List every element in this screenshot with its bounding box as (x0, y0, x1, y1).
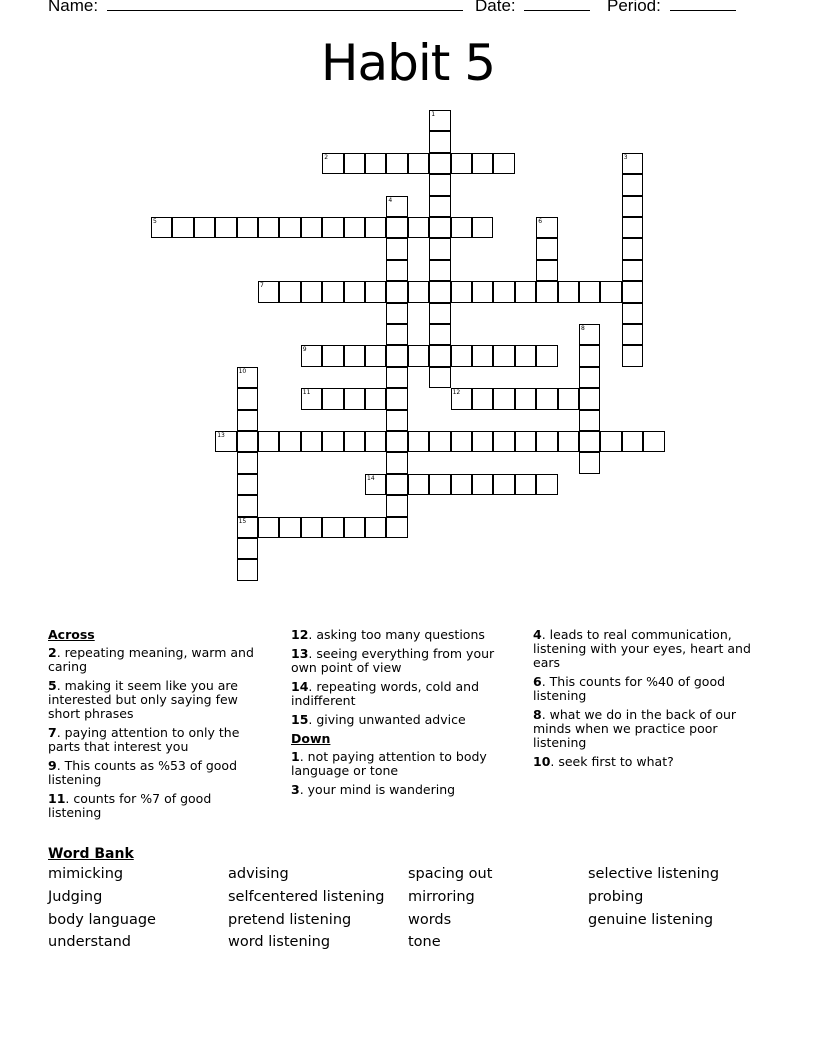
word-bank-item: selfcentered listening (228, 889, 385, 905)
word-bank-item: probing (588, 889, 644, 905)
clue-number-label: 4 (388, 196, 393, 204)
crossword-cell[interactable] (344, 431, 365, 452)
crossword-cell[interactable] (365, 388, 386, 409)
clue-number-label: 15 (238, 517, 247, 525)
crossword-cell[interactable] (493, 474, 514, 495)
crossword-cell[interactable] (622, 324, 643, 345)
crossword-cell[interactable] (408, 217, 429, 238)
crossword-cell[interactable] (515, 474, 536, 495)
crossword-cell[interactable] (258, 217, 279, 238)
crossword-cell[interactable] (386, 345, 407, 366)
down-heading: Down (291, 731, 331, 746)
word-bank-item: Judging (48, 889, 103, 905)
crossword-cell[interactable] (493, 153, 514, 174)
crossword-cell[interactable] (237, 431, 258, 452)
crossword-cell[interactable] (579, 410, 600, 431)
clue-across-9: 9. This counts as %53 of good listening (48, 758, 238, 787)
crossword-cell[interactable] (429, 431, 450, 452)
crossword-cell[interactable] (322, 281, 343, 302)
crossword-cell[interactable] (386, 452, 407, 473)
clue-across-15: 15. giving unwanted advice (291, 712, 466, 727)
clue-down-3: 3. your mind is wandering (291, 782, 456, 797)
crossword-cell[interactable] (386, 410, 407, 431)
word-bank-item: mirroring (408, 889, 475, 905)
crossword-cell[interactable] (515, 431, 536, 452)
clue-number-label: 9 (302, 346, 307, 354)
crossword-cell[interactable] (515, 345, 536, 366)
crossword-cell[interactable] (429, 474, 450, 495)
word-bank-item: selective listening (588, 866, 720, 882)
crossword-cell[interactable] (536, 281, 557, 302)
clue-across-2: 2. repeating meaning, warm and caring (48, 645, 254, 674)
crossword-cell[interactable] (344, 517, 365, 538)
crossword-cell[interactable] (429, 238, 450, 259)
clue-number-label: 5 (153, 218, 157, 225)
crossword-cell[interactable] (237, 388, 258, 409)
page-title: Habit 5 (320, 34, 496, 92)
crossword-cell[interactable] (279, 281, 300, 302)
across-heading: Across (48, 627, 95, 642)
crossword-cell[interactable] (408, 281, 429, 302)
crossword-cell[interactable] (386, 324, 407, 345)
crossword-cell[interactable] (558, 281, 579, 302)
crossword-cell[interactable] (322, 345, 343, 366)
crossword-cell[interactable] (622, 260, 643, 281)
clue-across-13: 13. seeing everything from your own point of view (291, 646, 495, 675)
crossword-cell[interactable] (386, 153, 407, 174)
clue-column-1 (48, 628, 263, 825)
clue-down-4: 4. leads to real communication, listening with your eyes, heart and ears (533, 627, 751, 670)
clue-down-6: 6. This counts for %40 of good listening (533, 674, 726, 703)
crossword-cell[interactable] (279, 431, 300, 452)
crossword-cell[interactable] (579, 367, 600, 388)
crossword-cell[interactable] (472, 474, 493, 495)
crossword-cell[interactable] (279, 217, 300, 238)
crossword-cell[interactable] (344, 281, 365, 302)
clue-number-label: 6 (538, 218, 543, 225)
crossword-cell[interactable] (622, 238, 643, 259)
word-bank-item: pretend listening (228, 912, 352, 928)
crossword-cell[interactable] (429, 345, 450, 366)
crossword-cell[interactable] (365, 281, 386, 302)
crossword-cell[interactable] (622, 281, 643, 302)
crossword-cell[interactable] (301, 431, 322, 452)
crossword-cell[interactable] (429, 260, 450, 281)
crossword-cell[interactable] (558, 431, 579, 452)
crossword-cell[interactable] (258, 431, 279, 452)
clue-across-14: 14. repeating words, cold and indifferent (291, 679, 480, 708)
crossword-cell[interactable] (386, 238, 407, 259)
word-bank-item: tone (408, 934, 441, 950)
clue-number-label: 1 (431, 111, 436, 118)
crossword-cell[interactable] (579, 452, 600, 473)
crossword-cell[interactable] (279, 517, 300, 538)
crossword-cell[interactable] (301, 217, 322, 238)
crossword-cell[interactable] (386, 260, 407, 281)
crossword-cell[interactable] (258, 517, 279, 538)
crossword-cell[interactable] (172, 217, 193, 238)
crossword-cell[interactable] (365, 345, 386, 366)
clue-number-label: 8 (581, 325, 585, 332)
period-label: Period: (607, 0, 661, 15)
crossword-cell[interactable] (472, 153, 493, 174)
crossword-cell[interactable] (536, 388, 557, 409)
crossword-cell[interactable] (579, 281, 600, 302)
crossword-cell[interactable] (472, 345, 493, 366)
clue-number-label: 2 (324, 153, 329, 161)
clue-across-7: 7. paying attention to only the parts that interest you (48, 725, 240, 754)
date-label: Date: (475, 0, 516, 15)
crossword-cell[interactable] (493, 388, 514, 409)
crossword-cell[interactable] (194, 217, 215, 238)
crossword-cell[interactable] (408, 345, 429, 366)
crossword-cell[interactable] (408, 153, 429, 174)
crossword-cell[interactable] (515, 388, 536, 409)
crossword-cell[interactable] (386, 303, 407, 324)
crossword-cell[interactable] (429, 174, 450, 195)
crossword-cell[interactable] (322, 388, 343, 409)
crossword-cell[interactable] (622, 174, 643, 195)
crossword-cell[interactable] (451, 345, 472, 366)
crossword-cell[interactable] (472, 281, 493, 302)
word-bank-item: body language (48, 912, 156, 928)
crossword-cell[interactable] (472, 431, 493, 452)
clue-number-label: 11 (302, 389, 311, 397)
crossword-cell[interactable] (515, 281, 536, 302)
crossword-cell[interactable] (451, 217, 472, 238)
crossword-cell[interactable] (622, 303, 643, 324)
clue-across-11: 11. counts for %7 of good listening (48, 791, 212, 820)
word-bank-item: advising (228, 866, 289, 882)
clue-number-label: 13 (217, 432, 225, 439)
crossword-cell[interactable] (451, 153, 472, 174)
crossword-cell[interactable] (472, 388, 493, 409)
clue-number-label: 3 (623, 153, 628, 161)
crossword-cell[interactable] (493, 345, 514, 366)
crossword-cell[interactable] (344, 388, 365, 409)
word-bank-item: mimicking (48, 866, 124, 882)
clue-across-5: 5. making it seem like you are interested but only saying few short phrases (48, 678, 238, 721)
crossword-cell[interactable] (429, 324, 450, 345)
crossword-cell[interactable] (386, 281, 407, 302)
crossword-cell[interactable] (622, 196, 643, 217)
crossword-cell[interactable] (365, 217, 386, 238)
crossword-cell[interactable] (386, 388, 407, 409)
clue-number-label: 14 (367, 474, 375, 482)
crossword-cell[interactable] (536, 474, 557, 495)
crossword-cell[interactable] (322, 217, 343, 238)
crossword-cell[interactable] (301, 281, 322, 302)
crossword-cell[interactable] (429, 217, 450, 238)
crossword-cell[interactable] (365, 153, 386, 174)
crossword-cell[interactable] (600, 431, 621, 452)
name-label: Name: (48, 0, 99, 15)
crossword-cell[interactable] (386, 495, 407, 516)
crossword-cell[interactable] (429, 281, 450, 302)
crossword-cell[interactable] (237, 410, 258, 431)
word-bank-item: words (408, 912, 452, 928)
word-bank-item: spacing out (408, 866, 493, 882)
crossword-cell[interactable] (237, 452, 258, 473)
word-bank-item: understand (48, 934, 131, 950)
crossword-cell[interactable] (579, 345, 600, 366)
clue-down-1: 1. not paying attention to body language or tone (291, 749, 487, 778)
crossword-cell[interactable] (600, 281, 621, 302)
crossword-cell[interactable] (622, 217, 643, 238)
crossword-cell[interactable] (344, 153, 365, 174)
crossword-cell[interactable] (429, 303, 450, 324)
word-bank-heading: Word Bank (48, 846, 134, 862)
crossword-cell[interactable] (301, 517, 322, 538)
crossword-cell[interactable] (472, 217, 493, 238)
crossword-cell[interactable] (237, 217, 258, 238)
crossword-cell[interactable] (451, 431, 472, 452)
crossword-cell[interactable] (536, 431, 557, 452)
word-bank-item: word listening (228, 934, 331, 950)
crossword-cell[interactable] (408, 431, 429, 452)
crossword-cell[interactable] (344, 345, 365, 366)
crossword-cell[interactable] (408, 474, 429, 495)
crossword-cell[interactable] (322, 431, 343, 452)
crossword-cell[interactable] (429, 196, 450, 217)
clue-across-12: 12. asking too many questions (291, 627, 485, 642)
clue-number-label: 12 (452, 389, 461, 397)
crossword-cell[interactable] (237, 559, 258, 580)
crossword-cell[interactable] (579, 431, 600, 452)
clue-number-label: 10 (238, 367, 247, 375)
crossword-cell[interactable] (215, 217, 236, 238)
clue-down-10: 10. seek first to what? (533, 754, 674, 769)
crossword-cell[interactable] (536, 238, 557, 259)
crossword-cell[interactable] (386, 517, 407, 538)
crossword-cell[interactable] (493, 281, 514, 302)
crossword-cell[interactable] (536, 260, 557, 281)
word-bank-item: genuine listening (588, 912, 714, 928)
crossword-cell[interactable] (493, 431, 514, 452)
crossword-cell[interactable] (365, 431, 386, 452)
crossword-cell[interactable] (429, 367, 450, 388)
crossword-cell[interactable] (344, 217, 365, 238)
crossword-cell[interactable] (386, 367, 407, 388)
crossword-cell[interactable] (622, 431, 643, 452)
crossword-cell[interactable] (429, 131, 450, 152)
crossword-cell[interactable] (558, 388, 579, 409)
crossword-cell[interactable] (451, 474, 472, 495)
crossword-cell[interactable] (322, 517, 343, 538)
crossword-cell[interactable] (643, 431, 664, 452)
crossword-cell[interactable] (536, 345, 557, 366)
crossword-cell[interactable] (622, 345, 643, 366)
clue-down-8: 8. what we do in the back of our minds when we practice poor listening (533, 707, 737, 750)
crossword-cell[interactable] (451, 281, 472, 302)
clue-column-3 (533, 628, 763, 774)
crossword-cell[interactable] (386, 431, 407, 452)
crossword-cell[interactable] (429, 153, 450, 174)
crossword-cell[interactable] (386, 474, 407, 495)
clue-number-label: 7 (260, 282, 264, 290)
crossword-cell[interactable] (237, 474, 258, 495)
crossword-cell[interactable] (237, 538, 258, 559)
clue-column-2 (291, 628, 516, 802)
crossword-cell[interactable] (365, 517, 386, 538)
crossword-cell[interactable] (237, 495, 258, 516)
crossword-cell[interactable] (579, 388, 600, 409)
crossword-cell[interactable] (386, 217, 407, 238)
